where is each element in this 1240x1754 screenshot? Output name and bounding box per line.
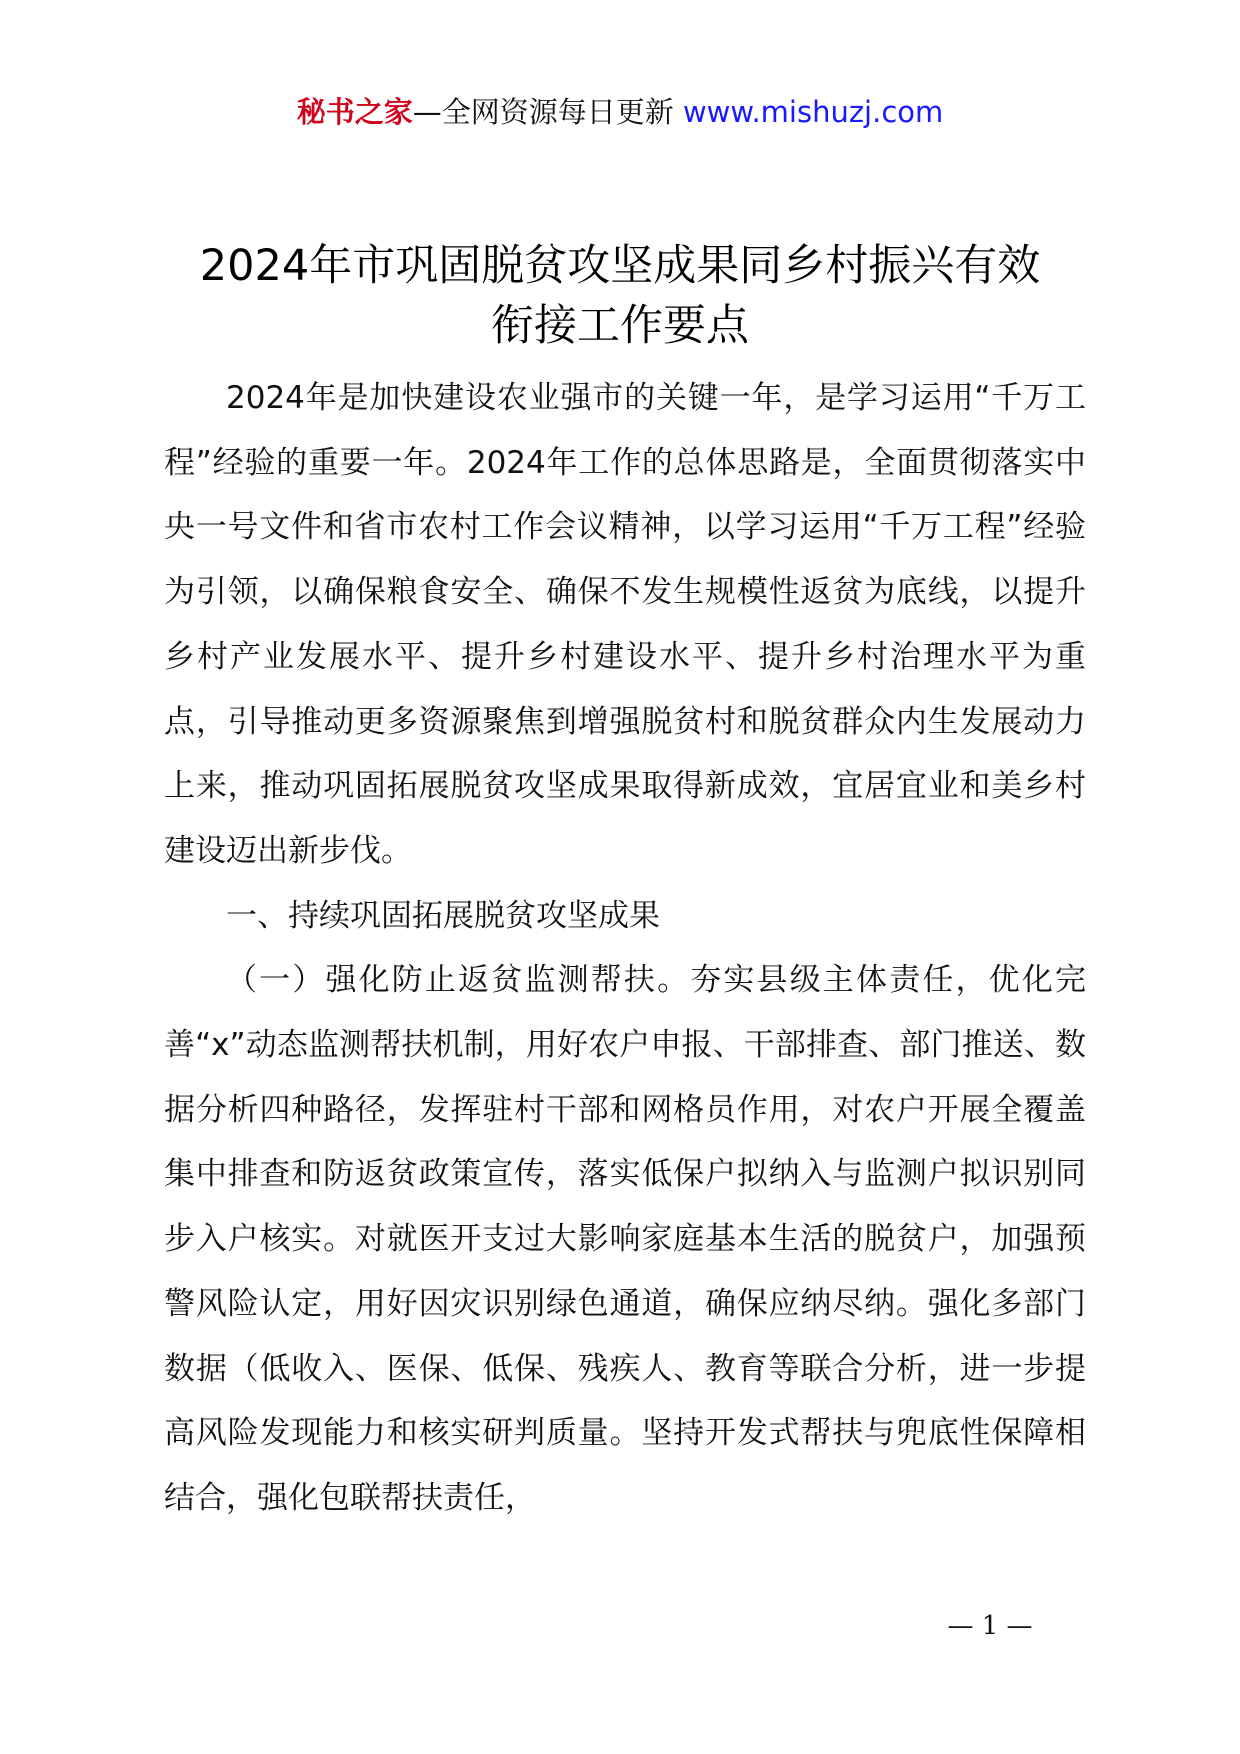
document-title-line-2: 衔接工作要点 bbox=[491, 301, 749, 351]
subsection-paragraph-1: （一）强化防止返贫监测帮扶。夯实县级主体责任，优化完善“x”动态监测帮扶机制，用好农户申报、干部排查、部门推送、数据分析四种路径，发挥驻村干部和网格员作用，对农户开展全覆盖集中排查和防返贫政策宣传，落实低保户拟纳入与监测户拟识别同步入户核实。对就医开支过大影响家庭基本生活的脱贫户，加强预警风险认定，用好因灾识别绿色通道，确保应纳尽纳。强化多部门数据（低收入、医保、低保、残疾人、教育等联合分析，进一步提高风险发现能力和核实研判质量。坚持开发式帮扶与兜底性保障相结合，强化包联帮扶责任， bbox=[164, 962, 1086, 1516]
page-number: — 1 — bbox=[947, 1611, 1033, 1641]
site-brand: 秘书之家 bbox=[296, 95, 413, 129]
document-body bbox=[164, 366, 1086, 1531]
site-header-banner bbox=[0, 92, 1240, 132]
site-url-link[interactable]: www.mishuzj.com bbox=[682, 95, 944, 129]
intro-paragraph: 2024年是加快建设农业强市的关键一年，是学习运用“千万工程”经验的重要一年。2024年工作的总体思路是，全面贯彻落实中央一号文件和省市农村工作会议精神，以学习运用“千万工程”经验为引领，以确保粮食安全、确保不发生规模性返贫为底线，以提升乡村产业发展水平、提升乡村建设水平、提升乡村治理水平为重点，引导推动更多资源聚焦到增强脱贫村和脱贫群众内生发展动力上来，推动巩固拓展脱贫攻坚成果取得新成效，宜居宜业和美乡村建设迈出新步伐。 bbox=[164, 380, 1086, 869]
section-heading-1: 一、持续巩固拓展脱贫攻坚成果 bbox=[226, 897, 660, 934]
document-title bbox=[140, 236, 1100, 356]
site-tagline: —全网资源每日更新 bbox=[412, 95, 674, 129]
document-title-line-1: 2024年市巩固脱贫攻坚成果同乡村振兴有效 bbox=[199, 241, 1041, 291]
